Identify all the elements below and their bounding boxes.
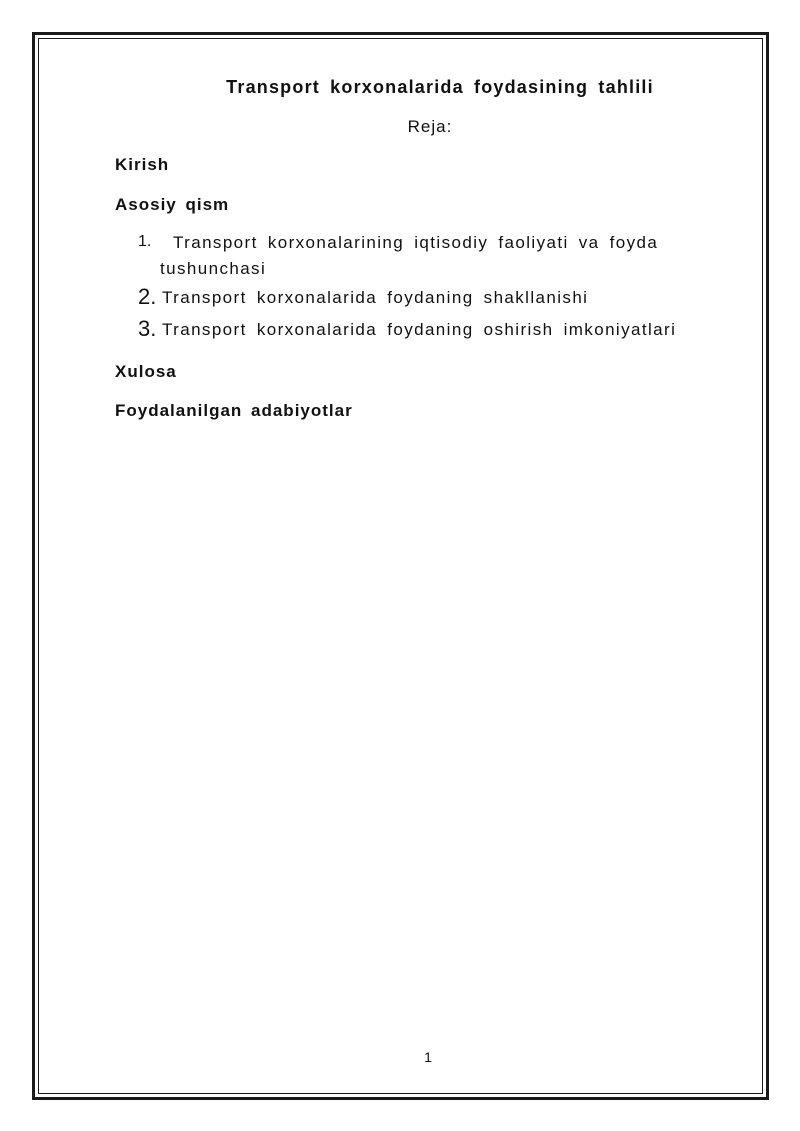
outline-item-3: Transport korxonalarida foydaning oshirish imkoniyatlari (162, 320, 677, 339)
section-intro: Kirish (115, 155, 170, 174)
outline-number-2: 2. (138, 284, 157, 309)
outline-item-2: Transport korxonalarida foydaning shakllanishi (162, 288, 589, 307)
document-title: Transport korxonalarida foydasining tahlili (226, 77, 654, 97)
section-main: Asosiy qism (115, 195, 230, 214)
outline-number-3: 3. (138, 316, 157, 341)
outline-number-1: 1. (138, 233, 152, 250)
page-number: 1 (424, 1049, 432, 1065)
outline-item-1-line2: tushunchasi (160, 259, 267, 278)
plan-label: Reja: (407, 117, 453, 136)
outline-item-1-line1: Transport korxonalarining iqtisodiy faoliyati va foyda (173, 233, 659, 252)
section-references: Foydalanilgan adabiyotlar (115, 401, 353, 420)
section-conclusion: Xulosa (115, 362, 177, 381)
